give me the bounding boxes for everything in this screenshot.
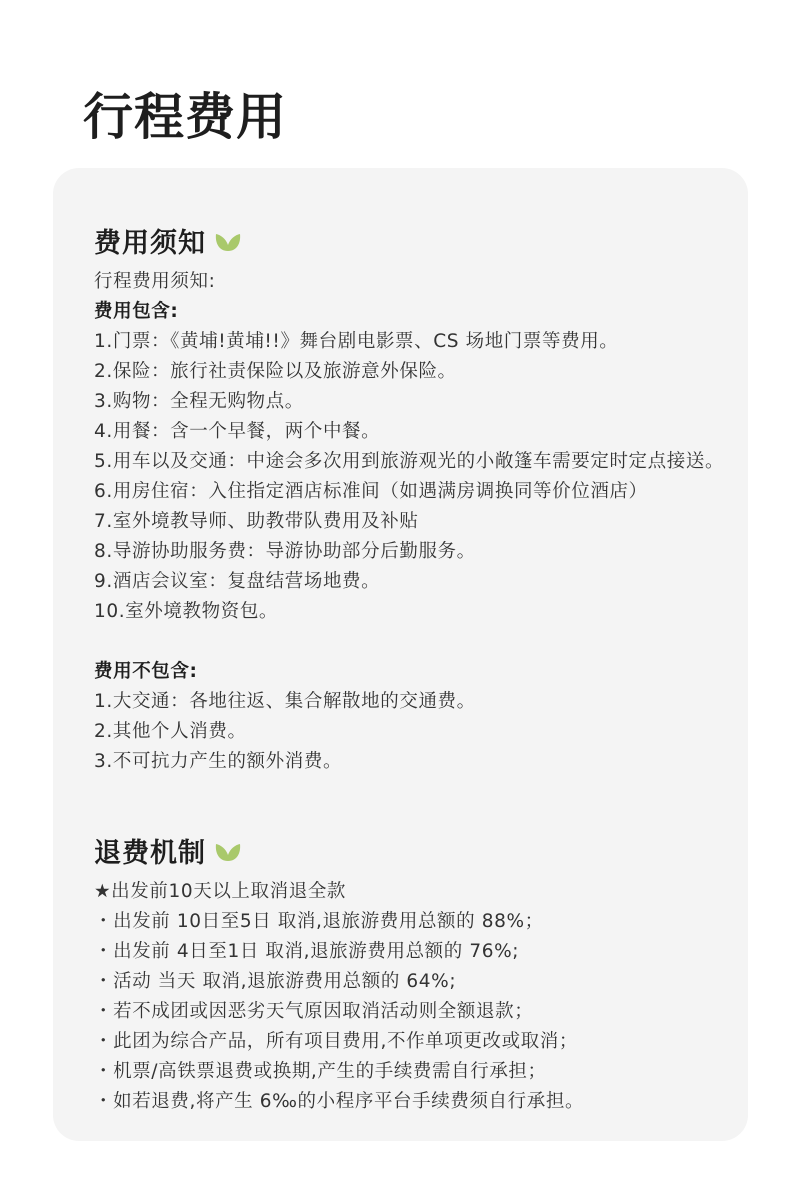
list-item: 2.其他个人消费。 bbox=[94, 721, 247, 742]
leaf-icon bbox=[214, 228, 242, 252]
list-item: 4.用餐：含一个早餐，两个中餐。 bbox=[94, 421, 381, 442]
list-item: 1.门票：《黄埔!黄埔!!》舞台剧电影票、CS 场地门票等费用。 bbox=[94, 331, 619, 352]
list-item: ・出发前 10日至5日 取消,退旅游费用总额的 88%； bbox=[94, 911, 544, 932]
fee-notice-title: 费用须知 bbox=[94, 227, 206, 259]
list-item: 3.不可抗力产生的额外消费。 bbox=[94, 751, 343, 772]
list-item: 2.保险：旅行社责保险以及旅游意外保险。 bbox=[94, 361, 457, 382]
list-item: 3.购物：全程无购物点。 bbox=[94, 391, 304, 412]
list-item: 5.用车以及交通：中途会多次用到旅游观光的小敞篷车需要定时定点接送。 bbox=[94, 451, 725, 472]
page-title: 行程费用 bbox=[83, 88, 287, 146]
list-item: 6.用房住宿：入住指定酒店标准间（如遇满房调换同等价位酒店） bbox=[94, 481, 648, 502]
list-item: ・若不成团或因恶劣天气原因取消活动则全额退款； bbox=[94, 1001, 534, 1022]
list-item: ・机票/高铁票退费或换期,产生的手续费需自行承担； bbox=[94, 1061, 547, 1082]
list-item: 10.室外境教物资包。 bbox=[94, 601, 279, 622]
included-title: 费用包含: bbox=[94, 301, 179, 322]
refund-title: 退费机制 bbox=[94, 837, 206, 869]
fee-card bbox=[53, 168, 748, 1141]
leaf-icon bbox=[214, 838, 242, 862]
list-item: ★出发前10天以上取消退全款 bbox=[94, 881, 347, 902]
refund-header bbox=[94, 830, 242, 870]
list-item: 9.酒店会议室：复盘结营场地费。 bbox=[94, 571, 381, 592]
fee-notice-header bbox=[94, 220, 242, 260]
excluded-title: 费用不包含: bbox=[94, 661, 198, 682]
fee-notice-body bbox=[94, 267, 734, 777]
list-item: ・如若退费,将产生 6‰的小程序平台手续费须自行承担。 bbox=[94, 1091, 585, 1112]
list-item: ・此团为综合产品，所有项目费用,不作单项更改或取消； bbox=[94, 1031, 578, 1052]
fee-notice-intro: 行程费用须知: bbox=[94, 271, 216, 292]
list-item: 7.室外境教导师、助教带队费用及补贴 bbox=[94, 511, 419, 532]
list-item: ・活动 当天 取消,退旅游费用总额的 64%; bbox=[94, 971, 457, 992]
list-item: 8.导游协助服务费：导游协助部分后勤服务。 bbox=[94, 541, 476, 562]
list-item: ・出发前 4日至1日 取消,退旅游费用总额的 76%; bbox=[94, 941, 520, 962]
refund-body bbox=[94, 877, 734, 1117]
list-item: 1.大交通：各地往返、集合解散地的交通费。 bbox=[94, 691, 476, 712]
